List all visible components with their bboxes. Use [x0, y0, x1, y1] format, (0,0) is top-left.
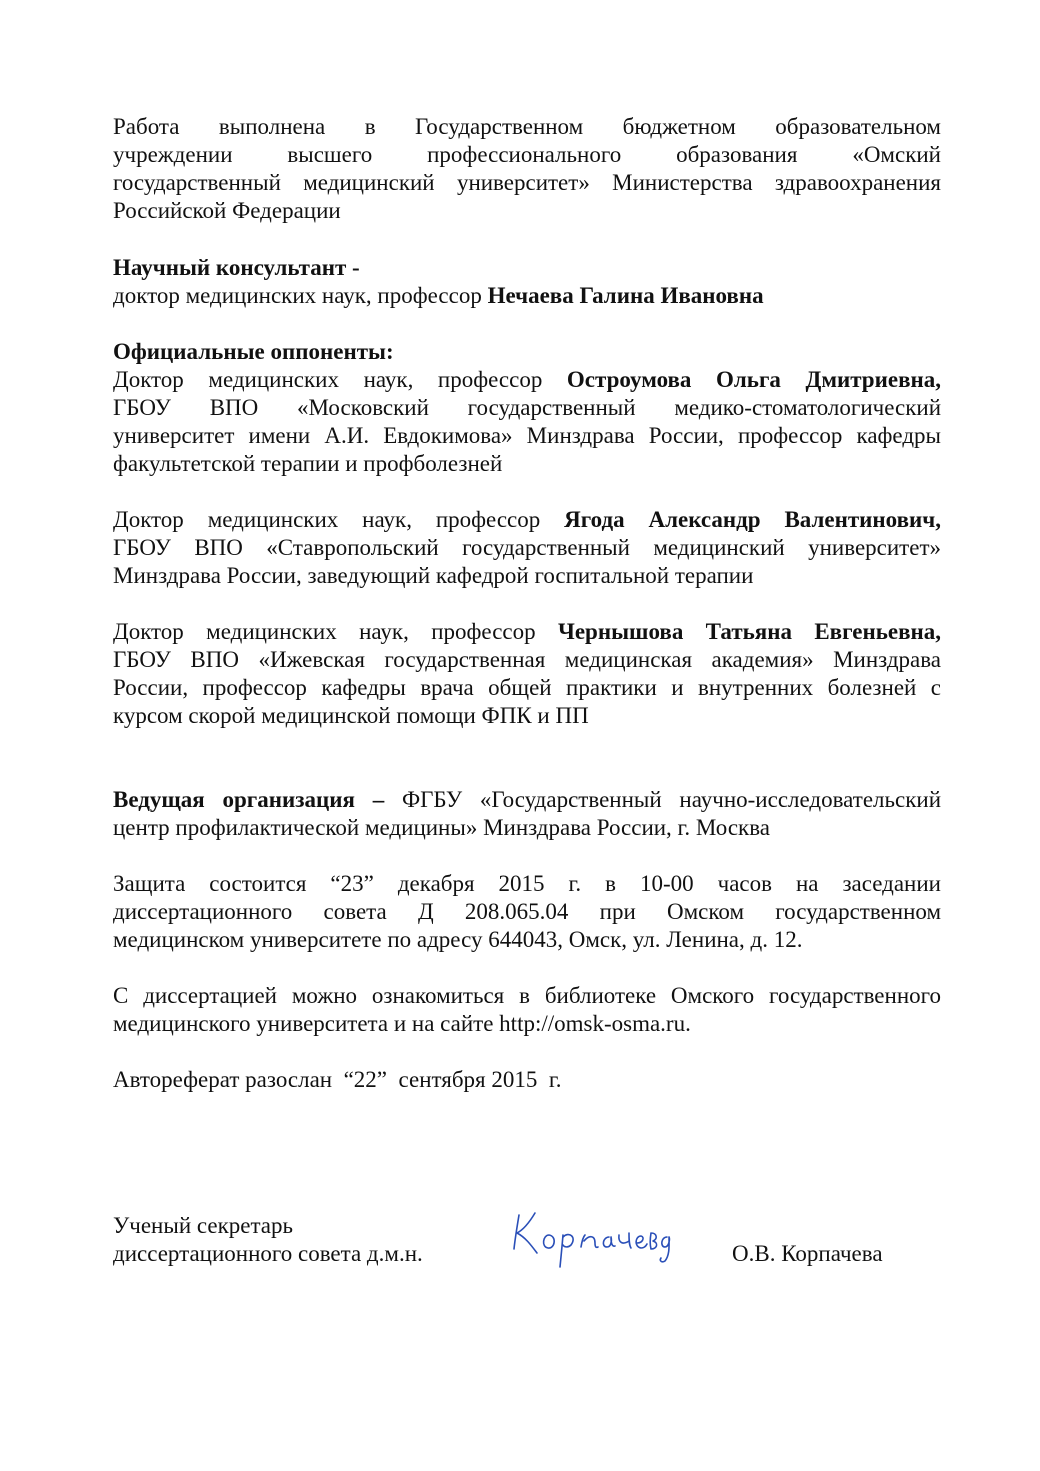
- opponent-3-line: курсом скорой медицинской помощи ФПК и ПП: [113, 703, 589, 728]
- opponent-3-title: [113, 618, 941, 646]
- defense-line: Защита состоится “23” декабря 2015 г. в 10-00 часов на заседании: [113, 871, 941, 896]
- consultant-name: Нечаева Галина Ивановна: [487, 283, 764, 308]
- opponent-2-prefix: Доктор медицинских наук, профессор: [113, 507, 565, 532]
- opponent-1-line: университет имени А.И. Евдокимова» Минздрава России, профессор кафедры: [113, 423, 941, 448]
- intro-line: учреждении высшего профессионального образования «Омский: [113, 142, 941, 167]
- opponent-1-line: факультетской терапии и профболезней: [113, 451, 503, 476]
- library-line: С диссертацией можно ознакомиться в библиотеке Омского государственного: [113, 983, 941, 1008]
- secretary-name: О.В. Корпачева: [732, 1241, 883, 1266]
- consultant-prefix: доктор медицинских наук, профессор: [113, 283, 488, 308]
- library-section: [113, 982, 941, 1038]
- opponent-2-line: Минздрава России, заведующий кафедрой госпитальной терапии: [113, 563, 754, 588]
- defense-line: медицинском университете по адресу 644043, Омск, ул. Ленина, д. 12.: [113, 927, 803, 952]
- opponent-2-name: Ягода Александр Валентинович,: [564, 507, 941, 532]
- leading-org-line: центр профилактической медицины» Минздрава России, г. Москва: [113, 815, 770, 840]
- library-line: медицинского университета и на сайте http://omsk-osma.ru.: [113, 1011, 691, 1036]
- opponent-3-line: России, профессор кафедры врача общей практики и внутренних болезней с: [113, 675, 941, 700]
- defense-section: [113, 870, 941, 954]
- opponent-1-name: Остроумова Ольга Дмитриевна,: [566, 367, 941, 392]
- sent-section: [113, 1066, 941, 1094]
- opponent-1-title: [113, 366, 941, 394]
- opponent-2: [113, 506, 941, 590]
- intro-line: Работа выполнена в Государственном бюджетном образовательном: [113, 114, 941, 139]
- opponent-2-line: ГБОУ ВПО «Ставропольский государственный медицинский университет»: [113, 535, 941, 560]
- opponent-3-line: ГБОУ ВПО «Ижевская государственная медицинская академия» Минздрава: [113, 647, 941, 672]
- handwritten-signature: [505, 1203, 680, 1273]
- opponent-3-name: Чернышова Татьяна Евгеньевна,: [557, 619, 941, 644]
- intro-paragraph: [113, 113, 941, 225]
- opponent-2-title: [113, 506, 941, 534]
- opponents-heading: Официальные оппоненты:: [113, 339, 394, 364]
- intro-line: Российской Федерации: [113, 198, 341, 223]
- opponents-section: [113, 338, 941, 478]
- defense-line: диссертационного совета Д 208.065.04 при Омском государственном: [113, 899, 941, 924]
- secretary-label-line: Ученый секретарь: [113, 1213, 293, 1238]
- consultant-section: [113, 254, 941, 310]
- leading-org-text: ФГБУ «Государственный научно-исследовательский: [384, 787, 942, 812]
- secretary-label-line: диссертационного совета д.м.н.: [113, 1241, 423, 1266]
- opponent-1-line: ГБОУ ВПО «Московский государственный медико-стоматологический: [113, 395, 941, 420]
- opponent-3-prefix: Доктор медицинских наук, профессор: [113, 619, 558, 644]
- intro-line: государственный медицинский университет» Министерства здравоохранения: [113, 170, 941, 195]
- opponent-3: [113, 618, 941, 730]
- leading-org-line: [113, 786, 941, 814]
- sent-line: Автореферат разослан “22” сентября 2015 г.: [113, 1067, 562, 1092]
- leading-org-section: [113, 786, 941, 842]
- leading-org-label: Ведущая организация –: [113, 787, 385, 812]
- consultant-line: [113, 282, 941, 310]
- secretary-label: [113, 1212, 473, 1268]
- consultant-heading: Научный консультант -: [113, 255, 360, 280]
- opponent-1-prefix: Доктор медицинских наук, профессор: [113, 367, 567, 392]
